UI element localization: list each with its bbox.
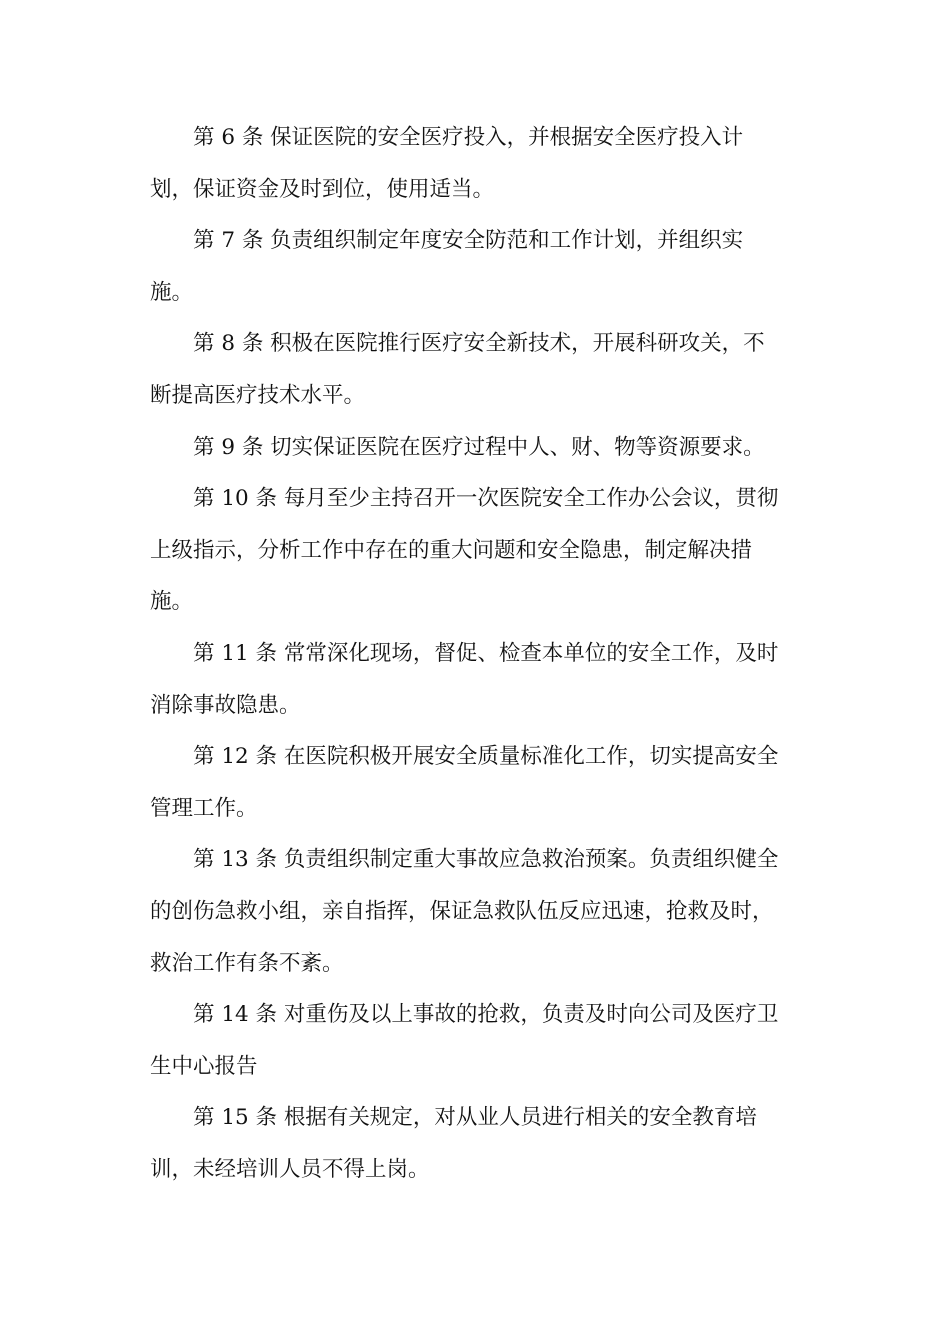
- paragraph-line: 第 12 条 在医院积极开展安全质量标准化工作，切实提高安全: [193, 744, 779, 770]
- paragraph-line: 施。: [150, 279, 194, 305]
- paragraph-line: 第 8 条 积极在医院推行医疗安全新技术，开展科研攻关，不: [193, 331, 765, 357]
- paragraph-line: 第 14 条 对重伤及以上事故的抢救，负责及时向公司及医疗卫: [193, 1002, 779, 1028]
- article-8: [150, 318, 796, 421]
- paragraph-line: 第 7 条 负责组织制定年度安全防范和工作计划，并组织实: [193, 228, 744, 254]
- paragraph-line: 断提高医疗技术水平。: [150, 382, 366, 408]
- paragraph-line: 训，未经培训人员不得上岗。: [150, 1156, 430, 1182]
- article-12: [150, 731, 796, 834]
- paragraph-line: 的创伤急救小组，亲自指挥，保证急救队伍反应迅速，抢救及时，: [150, 898, 774, 924]
- article-10: [150, 473, 796, 628]
- article-14: [150, 989, 796, 1092]
- article-7: [150, 215, 796, 318]
- paragraph-line: 第 11 条 常常深化现场，督促、检查本单位的安全工作，及时: [193, 640, 779, 666]
- paragraph-line: 第 6 条 保证医院的安全医疗投入，并根据安全医疗投入计: [193, 125, 744, 150]
- paragraph-line: 施。: [150, 589, 194, 615]
- paragraph-line: 消除事故隐患。: [150, 692, 301, 718]
- paragraph-line: 第 9 条 切实保证医院在医疗过程中人、财、物等资源要求。: [193, 434, 765, 460]
- article-13: [150, 834, 796, 989]
- paragraph-line: 生中心报告: [150, 1053, 258, 1079]
- article-11: [150, 628, 796, 731]
- paragraph-line: 第 10 条 每月至少主持召开一次医院安全工作办公会议，贯彻: [193, 486, 779, 512]
- paragraph-line: 上级指示，分析工作中存在的重大问题和安全隐患，制定解决措: [150, 537, 753, 563]
- paragraph-line: 第 13 条 负责组织制定重大事故应急救治预案。负责组织健全: [193, 847, 779, 873]
- paragraph-line: 划，保证资金及时到位，使用适当。: [150, 176, 495, 202]
- paragraph-line: 救治工作有条不紊。: [150, 950, 344, 976]
- article-6: [150, 112, 796, 215]
- article-9: [150, 422, 796, 474]
- paragraph-line: 第 15 条 根据有关规定，对从业人员进行相关的安全教育培: [193, 1105, 757, 1131]
- article-15: [150, 1092, 796, 1195]
- document-body: [150, 112, 796, 1195]
- paragraph-line: 管理工作。: [150, 795, 258, 821]
